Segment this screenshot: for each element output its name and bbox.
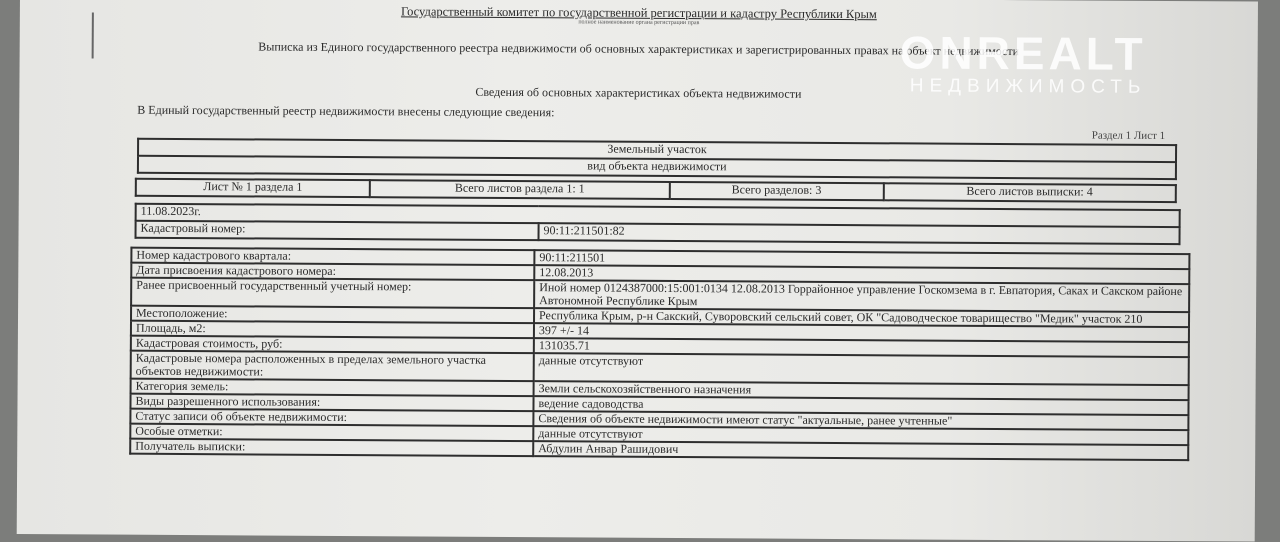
row-value: Абдулин Анвар Рашидович (533, 441, 1188, 460)
row-label: Виды разрешенного использования: (130, 394, 533, 411)
organization-caption: полное наименование органа регистрации прав (578, 19, 700, 27)
cadastral-number-value: 90:11:211501:82 (539, 223, 1180, 244)
document-page (17, 0, 1258, 542)
row-value: данные отсутствуют (533, 426, 1188, 445)
row-value: 397 +/- 14 (534, 323, 1189, 342)
row-label: Категория земель: (131, 379, 534, 396)
row-value: Сведения об объекте недвижимости имеют статус "актуальные, ранее учтенные" (533, 411, 1188, 430)
watermark-logo: ONREALT (899, 26, 1147, 80)
intro-text: В Единый государственный реестр недвижимости внесены следующие сведения: (137, 102, 555, 120)
row-label: Статус записи об объекте недвижимости: (130, 409, 533, 426)
row-label: Местоположение: (131, 306, 534, 323)
row-label: Особые отметки: (130, 424, 533, 441)
row-label: Дата присвоения кадастрового номера: (131, 263, 534, 280)
row-label: Кадастровые номера расположенных в пределах земельного участка объектов недвижимости: (131, 351, 534, 381)
sections-total: Всего разделов: 3 (670, 182, 884, 200)
watermark-subtitle: НЕДВИЖИМОСТЬ (909, 75, 1147, 98)
section-title: Сведения об основных характеристиках объекта недвижимости (475, 84, 802, 101)
extract-sheets: Всего листов выписки: 4 (883, 183, 1176, 202)
row-label: Получатель выписки: (130, 439, 533, 456)
row-value: ведение садоводства (533, 396, 1188, 415)
row-value: Земли сельскохозяйственного назначения (534, 381, 1189, 400)
row-label: Номер кадастрового квартала: (131, 248, 534, 265)
characteristics-table (129, 247, 1190, 461)
organization-name: Государственный комитет по государственной регистрации и кадастру Республики Крым (400, 4, 877, 22)
row-value: Республика Крым, р-н Сакский, Суворовский сельский совет, ОК "Садоводческое товарищество "Медик" участок 210 (534, 308, 1189, 327)
row-label: Ранее присвоенный государственный учетный номер: (131, 278, 534, 308)
row-value: Иной номер 0124387000:15:001:0134 12.08.2013 Горрайонное управление Госкомзема в г. Евпатория, Саках и Сакском районе Автономной Республике Крым (534, 280, 1189, 312)
sheet-number: Лист № 1 раздела 1 (136, 179, 370, 197)
document-title: Выписка из Единого государственного реестра недвижимости об основных характеристиках и зарегистрированных правах на объект недвижимости (258, 39, 1020, 59)
object-type: Земельный участок (138, 139, 1176, 162)
row-value: 12.08.2013 (534, 265, 1189, 284)
row-value: данные отсутствуют (534, 353, 1189, 385)
row-label: Площадь, м2: (131, 321, 534, 338)
row-value: 131035.71 (534, 338, 1189, 357)
section-sheets: Всего листов раздела 1: 1 (370, 180, 670, 199)
extract-date: 11.08.2023г. (136, 204, 1180, 227)
row-value: 90:11:211501 (534, 250, 1189, 269)
row-label: Кадастровая стоимость, руб: (131, 336, 534, 353)
sheet-reference: Раздел 1 Лист 1 (1091, 129, 1166, 142)
object-type-table (137, 138, 1177, 180)
date-cadastral-table (135, 203, 1181, 245)
object-type-caption: вид объекта недвижимости (138, 156, 1176, 179)
sheets-table (135, 178, 1177, 203)
watermark (899, 26, 1147, 99)
cadastral-number-label: Кадастровый номер: (136, 221, 539, 240)
